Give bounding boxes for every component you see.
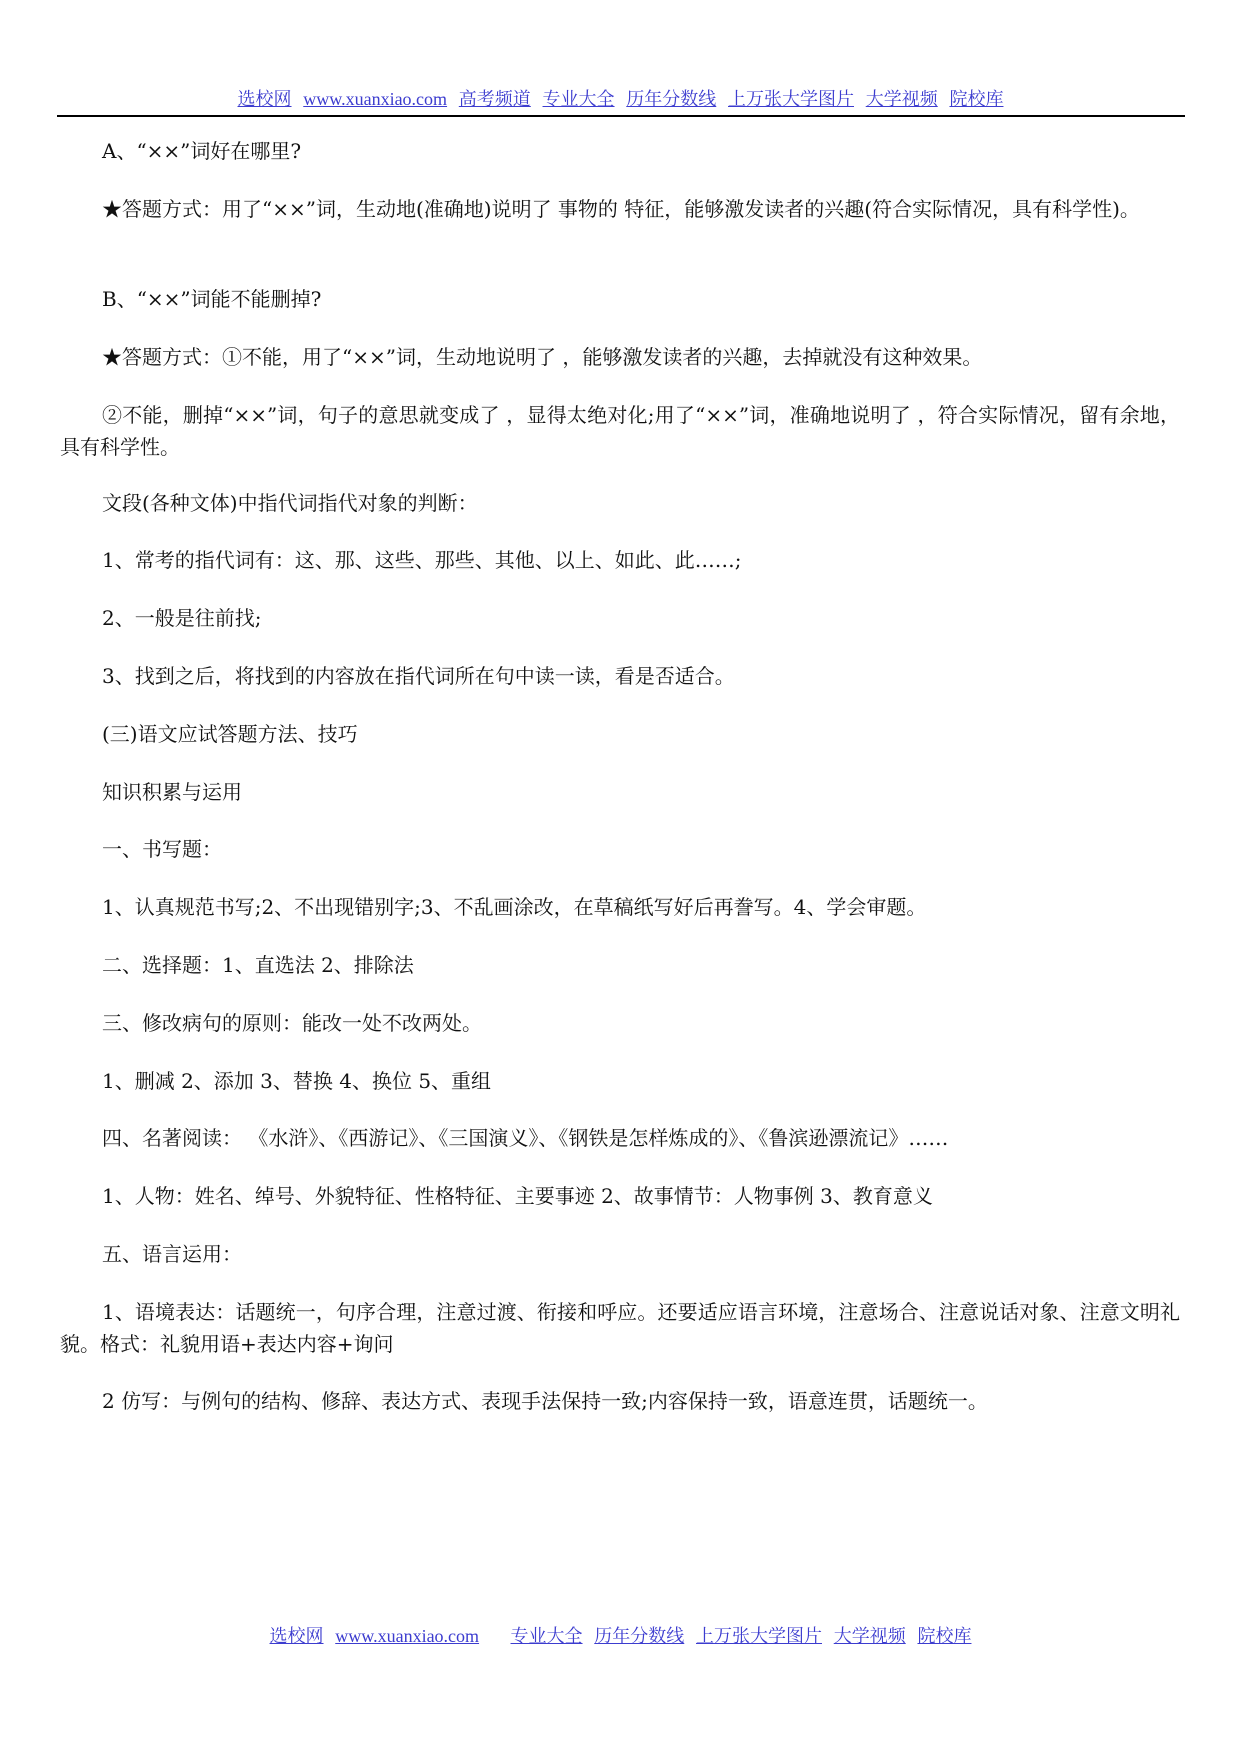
paragraph: 文段(各种文体)中指代词指代对象的判断： (102, 491, 478, 515)
header-link-website[interactable]: www.xuanxiao.com (303, 89, 448, 109)
paragraph: ★答题方式：用了“××”词，生动地(准确地)说明了 事物的 特征，能够激发读者的兴趣(符合实际情况，具有科学性)。 (102, 197, 1140, 221)
paragraph: B、“××”词能不能删掉? (102, 287, 322, 311)
header-link-xuanxiao[interactable]: 选校网 (237, 89, 292, 110)
paragraph: 2 仿写：与例句的结构、修辞、表达方式、表现手法保持一致;内容保持一致，语意连贯，话题统一。 (102, 1389, 988, 1413)
paragraph: 2、一般是往前找; (102, 606, 262, 630)
footer-link-videos[interactable]: 大学视频 (833, 1626, 906, 1647)
paragraph: 四、名著阅读： 《水浒》、《西游记》、《三国演义》、《钢铁是怎样炼成的》、《鲁滨逊漂流记》…… (102, 1126, 949, 1150)
paragraph: 五、语言运用： (102, 1242, 242, 1266)
paragraph: 一、书写题： (102, 837, 222, 861)
paragraph: ★答题方式：①不能，用了“××”词，生动地说明了 ，能够激发读者的兴趣，去掉就没有这种效果。 (102, 345, 983, 369)
section-heading: (三)语文应试答题方法、技巧 (102, 722, 358, 746)
footer-link-xuanxiao[interactable]: 选校网 (269, 1626, 324, 1647)
footer-link-schools[interactable]: 院校库 (917, 1626, 972, 1647)
paragraph: A、“××”词好在哪里? (102, 139, 302, 163)
header-link-videos[interactable]: 大学视频 (865, 89, 938, 110)
paragraph: 3、找到之后，将找到的内容放在指代词所在句中读一读，看是否适合。 (102, 664, 735, 688)
paragraph: 1、语境表达：话题统一，句序合理，注意过渡、衔接和呼应。还要适应语言环境，注意场合、注意说话对象、注意文明礼貌。格式：礼貌用语+表达内容+询问 (60, 1300, 1180, 1356)
paragraph: 知识积累与运用 (102, 780, 242, 804)
header-link-gaokao[interactable]: 高考频道 (458, 89, 531, 110)
paragraph: 1、常考的指代词有：这、那、这些、那些、其他、以上、如此、此……; (102, 548, 742, 572)
page-footer-nav (0, 1625, 1241, 1648)
page-header-nav (0, 88, 1241, 111)
header-link-photos[interactable]: 上万张大学图片 (728, 89, 854, 110)
paragraph: 1、人物：姓名、绰号、外貌特征、性格特征、主要事迹 2、故事情节：人物事例 3、教育意义 (102, 1184, 933, 1208)
header-divider (57, 115, 1185, 117)
footer-link-website[interactable]: www.xuanxiao.com (335, 1626, 480, 1646)
paragraph: 二、选择题：1、直选法 2、排除法 (102, 953, 414, 977)
paragraph: 三、修改病句的原则：能改一处不改两处。 (102, 1011, 482, 1035)
paragraph: ②不能，删掉“××”词，句子的意思就变成了 ，显得太绝对化;用了“××”词，准确地说明了 ，符合实际情况，留有余地，具有科学性。 (60, 403, 1180, 459)
footer-link-photos[interactable]: 上万张大学图片 (696, 1626, 822, 1647)
header-link-majors[interactable]: 专业大全 (542, 89, 615, 110)
header-link-schools[interactable]: 院校库 (949, 89, 1004, 110)
paragraph: 1、删减 2、添加 3、替换 4、换位 5、重组 (102, 1069, 492, 1093)
footer-link-scores[interactable]: 历年分数线 (594, 1626, 685, 1647)
paragraph: 1、认真规范书写;2、不出现错别字;3、不乱画涂改，在草稿纸写好后再誊写。4、学会审题。 (102, 895, 927, 919)
header-link-scores[interactable]: 历年分数线 (626, 89, 717, 110)
footer-link-majors[interactable]: 专业大全 (510, 1626, 583, 1647)
